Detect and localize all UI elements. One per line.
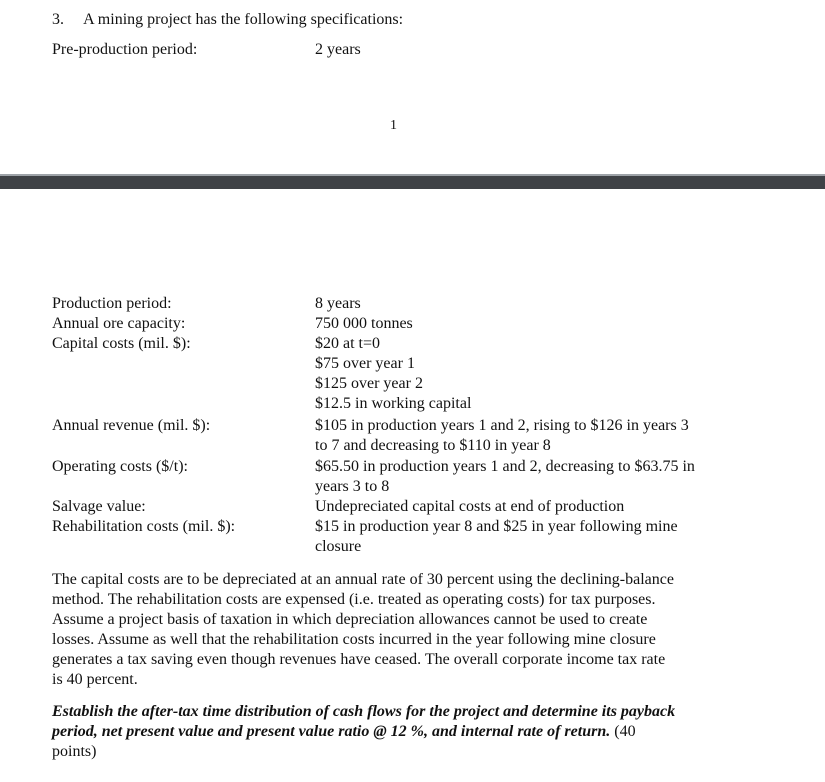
paragraph-line: method. The rehabilitation costs are expensed (i.e. treated as operating costs) for tax purposes. (52, 591, 656, 608)
task-statement (52, 702, 752, 762)
question-heading (52, 10, 403, 30)
page-number: 1 (390, 118, 397, 133)
spec-value-production-period: 8 years (315, 295, 361, 312)
spec-value-operating-costs-2: years 3 to 8 (315, 478, 390, 495)
spec-label-rehabilitation-costs: Rehabilitation costs (mil. $): (52, 518, 236, 535)
spec-value-operating-costs-1: $65.50 in production years 1 and 2, decreasing to $63.75 in (315, 458, 695, 475)
spec-value-rehabilitation-costs-1: $15 in production year 8 and $25 in year following mine (315, 518, 678, 535)
task-line-2: period, net present value and present value ratio @ 12 %, and internal rate of return. (52, 723, 611, 740)
spec-label-capital-costs: Capital costs (mil. $): (52, 335, 191, 352)
paragraph-line: generates a tax saving even though revenues have ceased. The overall corporate income tax rate (52, 651, 666, 668)
spec-value-capital-costs-3: $125 over year 2 (315, 375, 423, 392)
task-points-a: (40 (614, 723, 636, 740)
paragraph-line: is 40 percent. (52, 671, 138, 688)
spec-value-capital-costs-1: $20 at t=0 (315, 335, 381, 352)
question-number: 3. (52, 11, 64, 28)
spec-value-capital-costs-4: $12.5 in working capital (315, 395, 472, 412)
spec-label-ore-capacity: Annual ore capacity: (52, 315, 186, 332)
preproduction-label: Pre-production period: (52, 41, 198, 58)
spec-value-rehabilitation-costs-2: closure (315, 538, 362, 555)
spec-value-capital-costs-2: $75 over year 1 (315, 355, 415, 372)
spec-label-operating-costs: Operating costs ($/t): (52, 458, 188, 475)
paragraph-line: The capital costs are to be depreciated at an annual rate of 30 percent using the declining-balance (52, 571, 674, 588)
body-paragraph (52, 570, 752, 690)
spec-value-annual-revenue-2: to 7 and decreasing to $110 in year 8 (315, 437, 551, 454)
spec-value-annual-revenue-1: $105 in production years 1 and 2, rising to $126 in years 3 (315, 417, 689, 434)
paragraph-line: Assume a project basis of taxation in which depreciation allowances cannot be used to create (52, 611, 648, 628)
spec-value-salvage-value: Undepreciated capital costs at end of production (315, 498, 625, 515)
spec-value-ore-capacity: 750 000 tonnes (315, 315, 413, 332)
task-points-b: points) (52, 743, 97, 760)
preproduction-value: 2 years (315, 41, 361, 58)
spec-label-salvage-value: Salvage value: (52, 498, 146, 515)
question-title: A mining project has the following specifications: (83, 11, 404, 28)
spec-label-annual-revenue: Annual revenue (mil. $): (52, 417, 211, 434)
paragraph-line: losses. Assume as well that the rehabilitation costs incurred in the year following mine closure (52, 631, 656, 648)
page-break-divider (0, 176, 825, 189)
task-line-1: Establish the after-tax time distribution of cash flows for the project and determine its payback (52, 703, 676, 720)
spec-label-production-period: Production period: (52, 295, 172, 312)
